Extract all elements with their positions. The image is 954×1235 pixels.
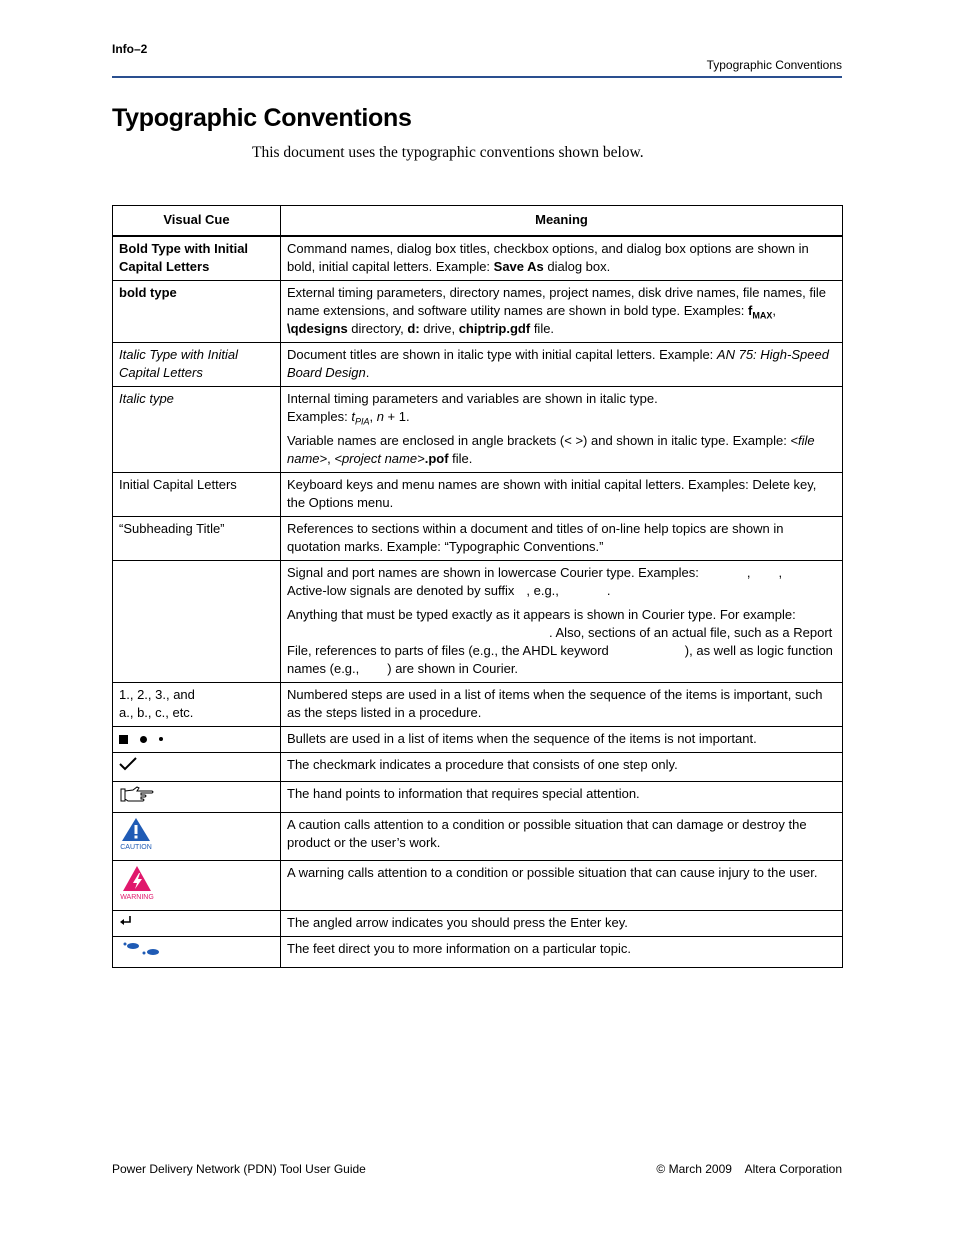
meaning-cell: A warning calls attention to a condition or possible situation that can cause injury to the user.	[281, 861, 843, 911]
table-row	[113, 727, 843, 753]
table-row	[113, 861, 843, 911]
meaning-cell: Numbered steps are used in a list of items when the sequence of the items is important, such as the steps listed in a procedure.	[281, 683, 843, 727]
text: Active-low signals are denoted by suffix , e.g., .	[287, 583, 611, 598]
text: ,	[772, 303, 776, 318]
example-text: \qdesigns	[287, 321, 348, 336]
intro-text: This document uses the typographic conventions shown below.	[252, 144, 644, 161]
text: Signal and port names are shown in lowercase Courier type. Examples: , ,	[287, 565, 783, 580]
table-row	[113, 473, 843, 517]
text: File, references to parts of files (e.g., the AHDL keyword ), as well as logic function	[287, 643, 833, 658]
checkmark-icon	[119, 756, 137, 772]
cue-cell	[113, 937, 281, 968]
cue-cell: Bold Type with Initial Capital Letters	[113, 236, 281, 281]
cue-cell: “Subheading Title”	[113, 517, 281, 561]
text: names (e.g., ) are shown in Courier.	[287, 661, 519, 676]
feet-icon	[119, 940, 163, 958]
cue-cell: Initial Capital Letters	[113, 473, 281, 517]
cue-cell	[113, 813, 281, 861]
meaning-cell: The angled arrow indicates you should press the Enter key.	[281, 911, 843, 937]
meaning-cell: The hand points to information that requires special attention.	[281, 782, 843, 813]
meaning-cell	[281, 343, 843, 387]
table-row	[113, 236, 843, 281]
text: drive,	[419, 321, 459, 336]
column-header-meaning: Meaning	[281, 206, 843, 237]
table-row	[113, 561, 843, 683]
example-text: chiptrip.gdf	[458, 321, 531, 336]
round-bullet-icon	[140, 736, 147, 743]
table-row	[113, 937, 843, 968]
table-row	[113, 782, 843, 813]
meaning-cell: A caution calls attention to a condition or possible situation that can damage or destroy the product or the user’s work.	[281, 813, 843, 861]
conventions-table	[112, 205, 843, 968]
meaning-cell: Keyboard keys and menu names are shown with initial capital letters. Examples: Delete key, the Options menu.	[281, 473, 843, 517]
meaning-cell: The checkmark indicates a procedure that consists of one step only.	[281, 753, 843, 782]
text: file.	[530, 321, 555, 336]
enter-arrow-icon	[119, 915, 133, 927]
text: dialog box.	[543, 259, 611, 274]
cue-cell	[113, 861, 281, 911]
cue-cell: Italic type	[113, 387, 281, 473]
footer-document-title: Power Delivery Network (PDN) Tool User Guide	[112, 1162, 366, 1176]
table-row	[113, 753, 843, 782]
small-bullet-icon	[159, 737, 163, 741]
page-title: Typographic Conventions	[112, 104, 412, 132]
pointing-hand-icon	[119, 785, 155, 803]
example-fmax: $f_{MAX}$	[748, 303, 773, 321]
text: directory,	[347, 321, 408, 336]
footer-copyright: © March 2009 Altera Corporation	[656, 1162, 842, 1176]
warning-icon-label: WARNING	[120, 894, 154, 901]
header-rule	[112, 76, 842, 78]
meaning-cell	[281, 387, 843, 473]
column-header-visual-cue: Visual Cue	[113, 206, 281, 237]
meaning-cell	[281, 236, 843, 281]
cue-cell	[113, 727, 281, 753]
table-row	[113, 813, 843, 861]
table-header-row	[113, 206, 843, 237]
meaning-cell: The feet direct you to more information on a particular topic.	[281, 937, 843, 968]
text: Anything that must be typed exactly as it appears is shown in Courier type. For example:	[287, 607, 796, 622]
cue-cell	[113, 911, 281, 937]
running-header: Typographic Conventions	[706, 58, 842, 72]
table-row	[113, 281, 843, 343]
example-text: d:	[407, 321, 420, 336]
cue-cell: bold type	[113, 281, 281, 343]
table-row	[113, 683, 843, 727]
page-number: Info–2	[112, 42, 148, 56]
meaning-cell	[281, 561, 843, 683]
table-row	[113, 911, 843, 937]
caution-icon	[119, 817, 153, 851]
example-text: AN 75: High-Speed Board Design	[287, 347, 829, 380]
example-text: Save As	[493, 259, 544, 274]
square-bullet-icon	[119, 735, 128, 744]
cue-cell	[113, 561, 281, 683]
cue-cell	[113, 753, 281, 782]
cue-cell: Italic Type with Initial Capital Letters	[113, 343, 281, 387]
caution-icon-label: CAUTION	[120, 844, 152, 851]
table-row	[113, 343, 843, 387]
meaning-cell: References to sections within a document and titles of on-line help topics are shown in quotation marks. Example: “Typographic Conventions.”	[281, 517, 843, 561]
text: Internal timing parameters and variables are shown in italic type.	[287, 391, 658, 406]
text: Command names, dialog box titles, checkbox options, and dialog box options are shown in bold, initial capital letters. Example:	[287, 241, 809, 274]
cue-cell	[113, 782, 281, 813]
meaning-cell: Bullets are used in a list of items when the sequence of the items is not important.	[281, 727, 843, 753]
text: . Also, sections of an actual file, such as a Report	[549, 625, 833, 640]
table-row	[113, 387, 843, 473]
warning-icon	[119, 865, 155, 901]
text: External timing parameters, directory names, project names, disk drive names, file names, file name extensions, and software utility names are shown in bold type. Examples:	[287, 285, 826, 318]
text: Document titles are shown in italic type with initial capital letters. Example:	[287, 347, 717, 362]
cue-cell: 1., 2., 3., and a., b., c., etc.	[113, 683, 281, 727]
text: .	[365, 365, 370, 380]
text: Variable names are enclosed in angle brackets (< >) and shown in italic type. Example: <file name>, <project name>.pof file.	[287, 433, 815, 466]
examples-line: Examples: $t_{PIA}$, n + 1.	[287, 409, 410, 427]
meaning-cell	[281, 281, 843, 343]
table-row	[113, 517, 843, 561]
